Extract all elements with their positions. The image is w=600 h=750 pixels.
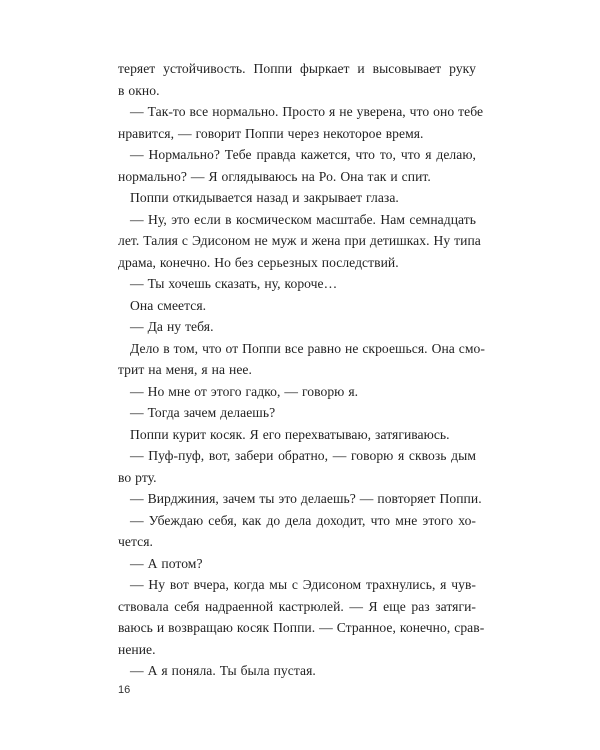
paragraph <box>118 101 484 144</box>
paragraph <box>118 381 476 403</box>
text-line: — Так-то все нормально. Просто я не уверена, что оно тебе <box>130 104 484 119</box>
text-line: Поппи курит косяк. Я его перехватываю, затягиваюсь. <box>130 426 450 442</box>
text-line: теряет устойчивость. Поппи фыркает и высовывает руку <box>118 61 476 76</box>
paragraph <box>118 58 476 101</box>
text-line: драма, конечно. Но без серьезных последствий. <box>118 254 399 270</box>
text-line: нение. <box>118 641 156 657</box>
paragraph <box>118 424 476 446</box>
paragraph <box>118 553 476 575</box>
paragraph <box>118 273 476 295</box>
page-number: 16 <box>118 684 131 696</box>
text-line: нормально? — Я оглядываюсь на Ро. Она так и спит. <box>118 168 431 184</box>
text-line: — Но мне от этого гадко, — говорю я. <box>130 383 359 399</box>
text-line: Дело в том, что от Поппи все равно не скроешься. Она смо- <box>130 340 485 356</box>
text-line: — Пуф-пуф, вот, забери обратно, — говорю я сквозь дым <box>130 448 476 463</box>
paragraph <box>118 144 476 187</box>
paragraph <box>118 209 481 274</box>
paragraph <box>118 510 476 553</box>
paragraph <box>118 295 476 317</box>
text-line: — Ну, это если в космическом масштабе. Нам семнадцать <box>130 211 476 227</box>
text-line: чется. <box>118 534 153 549</box>
text-line: — Нормально? Тебе правда кажется, что то, что я делаю, <box>130 147 476 162</box>
text-line: — А потом? <box>130 555 203 571</box>
paragraph <box>118 402 476 424</box>
paragraph <box>118 488 482 510</box>
paragraph <box>118 316 476 338</box>
text-line: в окно. <box>118 82 160 98</box>
paragraph <box>118 338 485 381</box>
text-line: — Тогда зачем делаешь? <box>130 405 276 420</box>
text-line: во рту. <box>118 469 157 485</box>
paragraph <box>118 187 476 209</box>
text-line: — Убеждаю себя, как до дела доходит, что мне этого хо- <box>130 512 476 528</box>
text-line: — А я поняла. Ты была пустая. <box>130 663 316 678</box>
paragraph <box>118 660 476 682</box>
text-line: трит на меня, я на нее. <box>118 362 252 377</box>
text-line: нравится, — говорит Поппи через некоторое время. <box>118 125 424 141</box>
text-line: Она смеется. <box>130 297 207 313</box>
text-line: ваюсь и возвращаю косяк Поппи. — Странное, конечно, срав- <box>118 620 485 635</box>
text-line: — Ну вот вчера, когда мы с Эдисоном трахнулись, я чув- <box>130 577 476 592</box>
paragraph <box>118 574 485 660</box>
paragraph <box>118 445 476 488</box>
text-line: Поппи откидывается назад и закрывает глаза. <box>130 190 399 205</box>
text-line: ствовала себя надраенной кастрюлей. — Я еще раз затяги- <box>118 598 476 614</box>
body-text <box>118 58 485 682</box>
text-line: — Да ну тебя. <box>130 319 214 334</box>
text-line: — Ты хочешь сказать, ну, короче… <box>130 276 338 291</box>
text-line: лет. Талия с Эдисоном не муж и жена при детишках. Ну типа <box>118 233 481 248</box>
text-line: — Вирджиния, зачем ты это делаешь? — повторяет Поппи. <box>130 491 482 506</box>
